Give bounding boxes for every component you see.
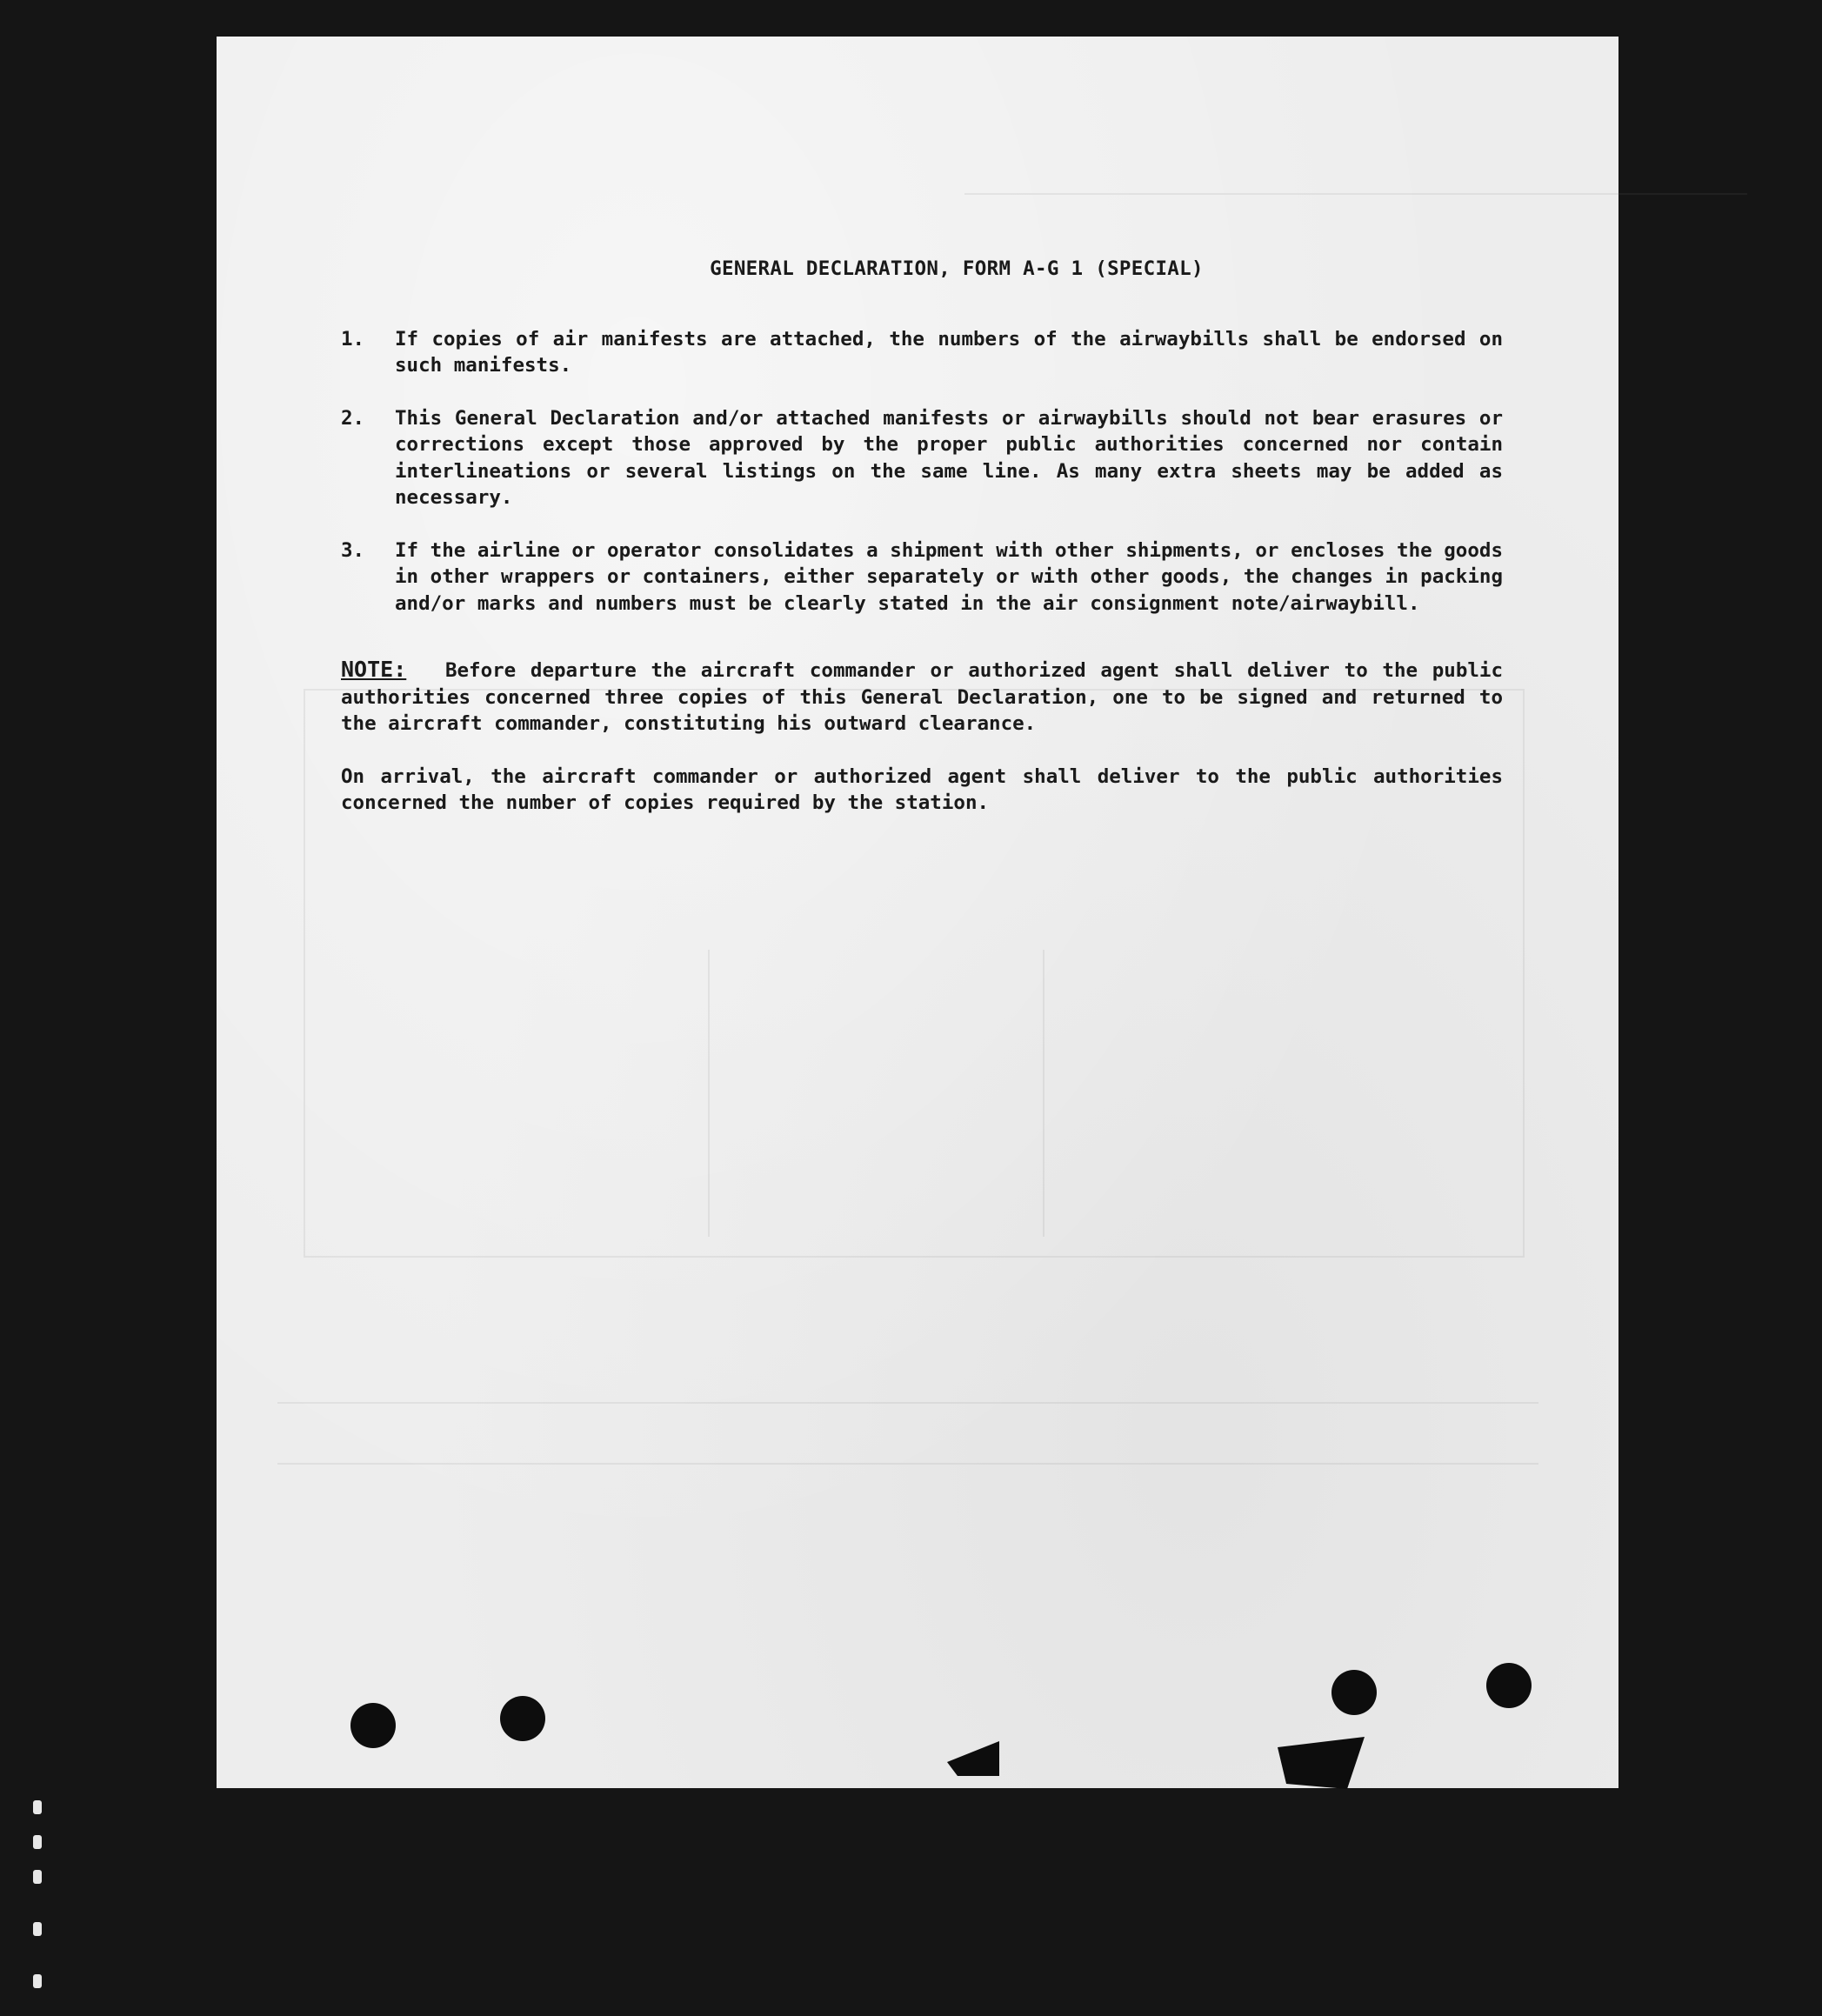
paper-tear bbox=[947, 1741, 999, 1776]
note-text: Before departure the aircraft commander or authorized agent shall deliver to the public authorities concerned three copies of this General Declaration, one to be signed and returned to the aircraft commander, constituting his outward clearance. bbox=[341, 659, 1504, 735]
item-number: 1. bbox=[341, 327, 365, 350]
item-number: 2. bbox=[341, 406, 365, 430]
film-edge-mark bbox=[33, 1974, 42, 1988]
form-title: GENERAL DECLARATION, FORM A-G 1 (SPECIAL) bbox=[710, 257, 1204, 280]
arrival-paragraph: On arrival, the aircraft commander or authorized agent shall deliver to the public authorities concerned the number of copies required by the station. bbox=[341, 764, 1503, 814]
film-edge-mark bbox=[33, 1800, 42, 1814]
note-paragraph bbox=[341, 657, 1503, 738]
punch-hole bbox=[1486, 1663, 1532, 1708]
item-number: 3. bbox=[341, 538, 365, 562]
bleed-through-line bbox=[277, 1463, 1538, 1465]
document-text bbox=[341, 256, 1503, 817]
film-edge-mark bbox=[33, 1835, 42, 1849]
punch-hole bbox=[350, 1703, 396, 1748]
punch-hole bbox=[500, 1696, 545, 1741]
instruction-item bbox=[341, 405, 1503, 511]
bleed-through-line bbox=[1043, 950, 1044, 1237]
bleed-through-line bbox=[708, 950, 710, 1237]
note-label: NOTE: bbox=[341, 657, 407, 682]
instruction-item bbox=[341, 537, 1503, 617]
item-text: If copies of air manifests are attached, the numbers of the airwaybills shall be endorsed on such manifests. bbox=[395, 327, 1503, 377]
bleed-through-line bbox=[964, 193, 1747, 195]
punch-hole bbox=[1331, 1670, 1377, 1715]
film-edge-mark bbox=[33, 1922, 42, 1936]
bleed-through-line bbox=[277, 1402, 1538, 1404]
item-text: If the airline or operator consolidates a shipment with other shipments, or encloses the goods in other wrappers or containers, either separately or with other goods, the changes in packing and/or marks and numbers must be clearly stated in the air consignment note/airwaybill. bbox=[395, 538, 1503, 615]
paper-tear bbox=[1278, 1737, 1365, 1789]
film-edge-mark bbox=[33, 1870, 42, 1884]
item-text: This General Declaration and/or attached manifests or airwaybills should not bear erasures or corrections except those approved by the proper public authorities concerned nor contain interlineations or several listings on the same line. As many extra sheets may be added as necessary. bbox=[395, 406, 1503, 509]
instruction-item bbox=[341, 326, 1503, 379]
